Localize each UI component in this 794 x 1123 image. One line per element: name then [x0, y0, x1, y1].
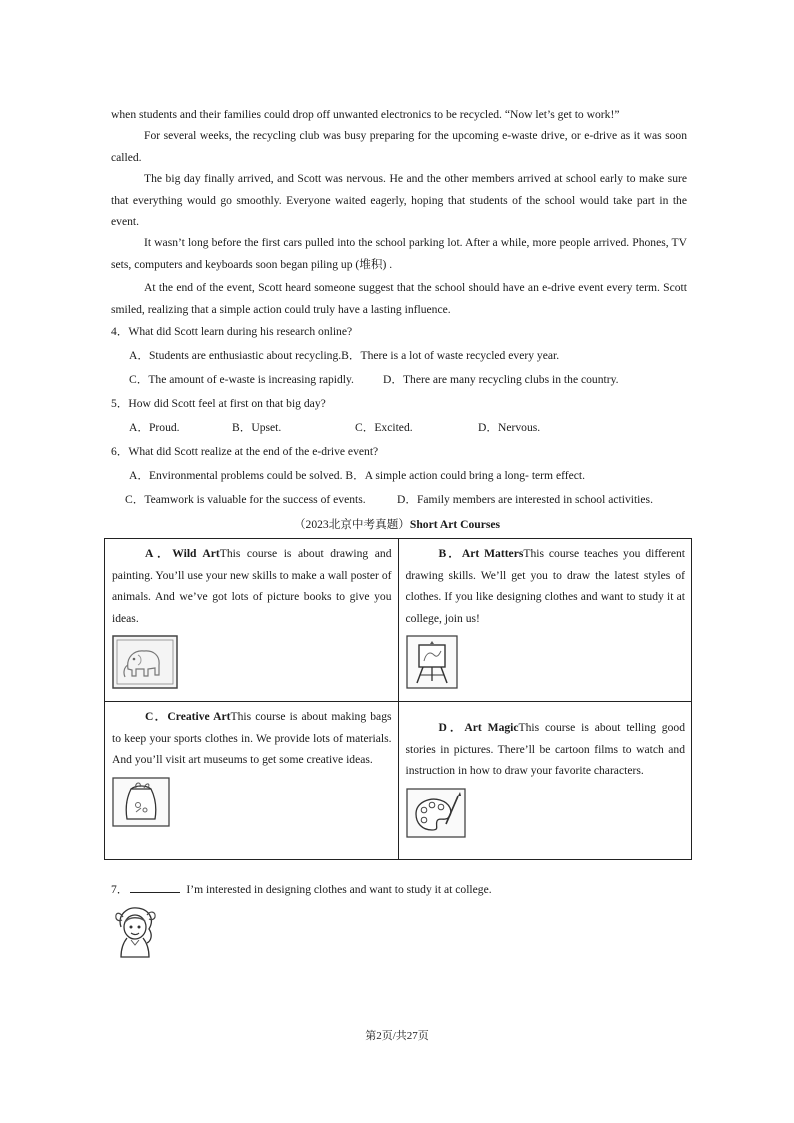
courses-table [104, 538, 692, 860]
question-6-option-c: C．Teamwork is valuable for the success of events. [125, 493, 366, 506]
question-5-option-c: C．Excited. [355, 421, 413, 434]
course-b-name: Art Matters [461, 547, 524, 560]
question-7 [111, 881, 492, 897]
question-4-options-ab: A．Students are enthusiastic about recycling.B．There is a lot of waste recycled every year. [129, 349, 560, 362]
question-4-option-d: D．There are many recycling clubs in the country. [383, 373, 619, 386]
course-c-description: This course is about making bags to keep your sports clothes in. We provide lots of materials. And you’ll visit art museums to get some creative ideas. [112, 710, 392, 766]
course-c-text [112, 706, 392, 771]
answer-blank[interactable] [130, 882, 180, 893]
question-5-option-b: B．Upset. [232, 421, 282, 434]
passage-paragraph-4: It wasn’t long before the first cars pulled into the school parking lot. After a while, more people arrived. Phones, TV sets, computers and keyboards soon began piling up (堆积) . [111, 236, 687, 271]
question-6-stem: 6．What did Scott realize at the end of the e-drive event? [111, 445, 379, 458]
course-b-text [406, 543, 686, 629]
course-a-text [112, 543, 392, 629]
course-b-description: This course teaches you different drawing skills. We’ll get you to draw the latest styles of clothes. If you like designing clothes and want to study it at college, join us! [405, 547, 686, 625]
section-heading [0, 516, 794, 532]
course-cell-b [398, 539, 692, 702]
course-d-description: This course is about telling good stories in pictures. There’ll be cartoon films to watch and instruction in how to draw your favorite characters. [405, 721, 685, 777]
elephant-drawing-icon [112, 635, 178, 689]
question-5-stem: 5．How did Scott feel at first on that big day? [111, 397, 326, 410]
section-source: （2023北京中考真题） [293, 518, 410, 531]
course-a-name: Wild Art [172, 547, 220, 560]
question-4-stem: 4．What did Scott learn during his research online? [111, 325, 353, 338]
course-d-text [406, 717, 686, 782]
drawstring-bag-icon [112, 777, 170, 827]
course-c-letter: C． [145, 710, 168, 723]
question-7-number: 7． [111, 883, 129, 896]
question-6-option-d: D．Family members are interested in school activities. [397, 493, 653, 506]
course-cell-d [398, 702, 692, 860]
passage-paragraph-5: At the end of the event, Scott heard someone suggest that the school should have an e-drive event every term. Scott smiled, realizing that a simple action could truly have a lasting influence. [111, 281, 687, 316]
question-7-text: I’m interested in designing clothes and want to study it at college. [186, 883, 492, 896]
course-cell-a [105, 539, 399, 702]
course-cell-c [105, 702, 399, 860]
easel-icon [406, 635, 458, 689]
course-c-name: Creative Art [167, 710, 231, 723]
passage-paragraph-2: For several weeks, the recycling club was busy preparing for the upcoming e-waste drive, or e-drive as it was soon called. [111, 129, 687, 164]
girl-portrait-icon [111, 905, 159, 959]
question-5-option-a: A．Proud. [129, 421, 180, 434]
passage-paragraph-1: when students and their families could drop off unwanted electronics to be recycled. “Now let’s get to work!” [111, 108, 620, 121]
question-5-option-d: D．Nervous. [478, 421, 541, 434]
page-footer: 第2页/共27页 [365, 1030, 429, 1042]
course-a-description: This course is about drawing and painting. You’ll use your new skills to make a wall poster of animals. And we’ve got lots of picture books to give you ideas. [112, 547, 392, 625]
question-6-options-ab: A．Environmental problems could be solved. B．A simple action could bring a long- term effect. [129, 469, 586, 482]
course-d-name: Art Magic [464, 721, 519, 734]
passage-paragraph-3: The big day finally arrived, and Scott was nervous. He and the other members arrived at school early to make sure that everything would go smoothly. Everyone waited eagerly, hoping that students of the school would take part in the event. [111, 172, 687, 228]
course-b-letter: B． [438, 547, 462, 560]
section-title: Short Art Courses [409, 518, 501, 531]
paint-palette-icon [406, 788, 466, 838]
course-d-letter: D． [438, 721, 465, 734]
course-a-letter: A． [145, 547, 173, 560]
question-4-option-c: C．The amount of e-waste is increasing rapidly. [129, 373, 354, 386]
